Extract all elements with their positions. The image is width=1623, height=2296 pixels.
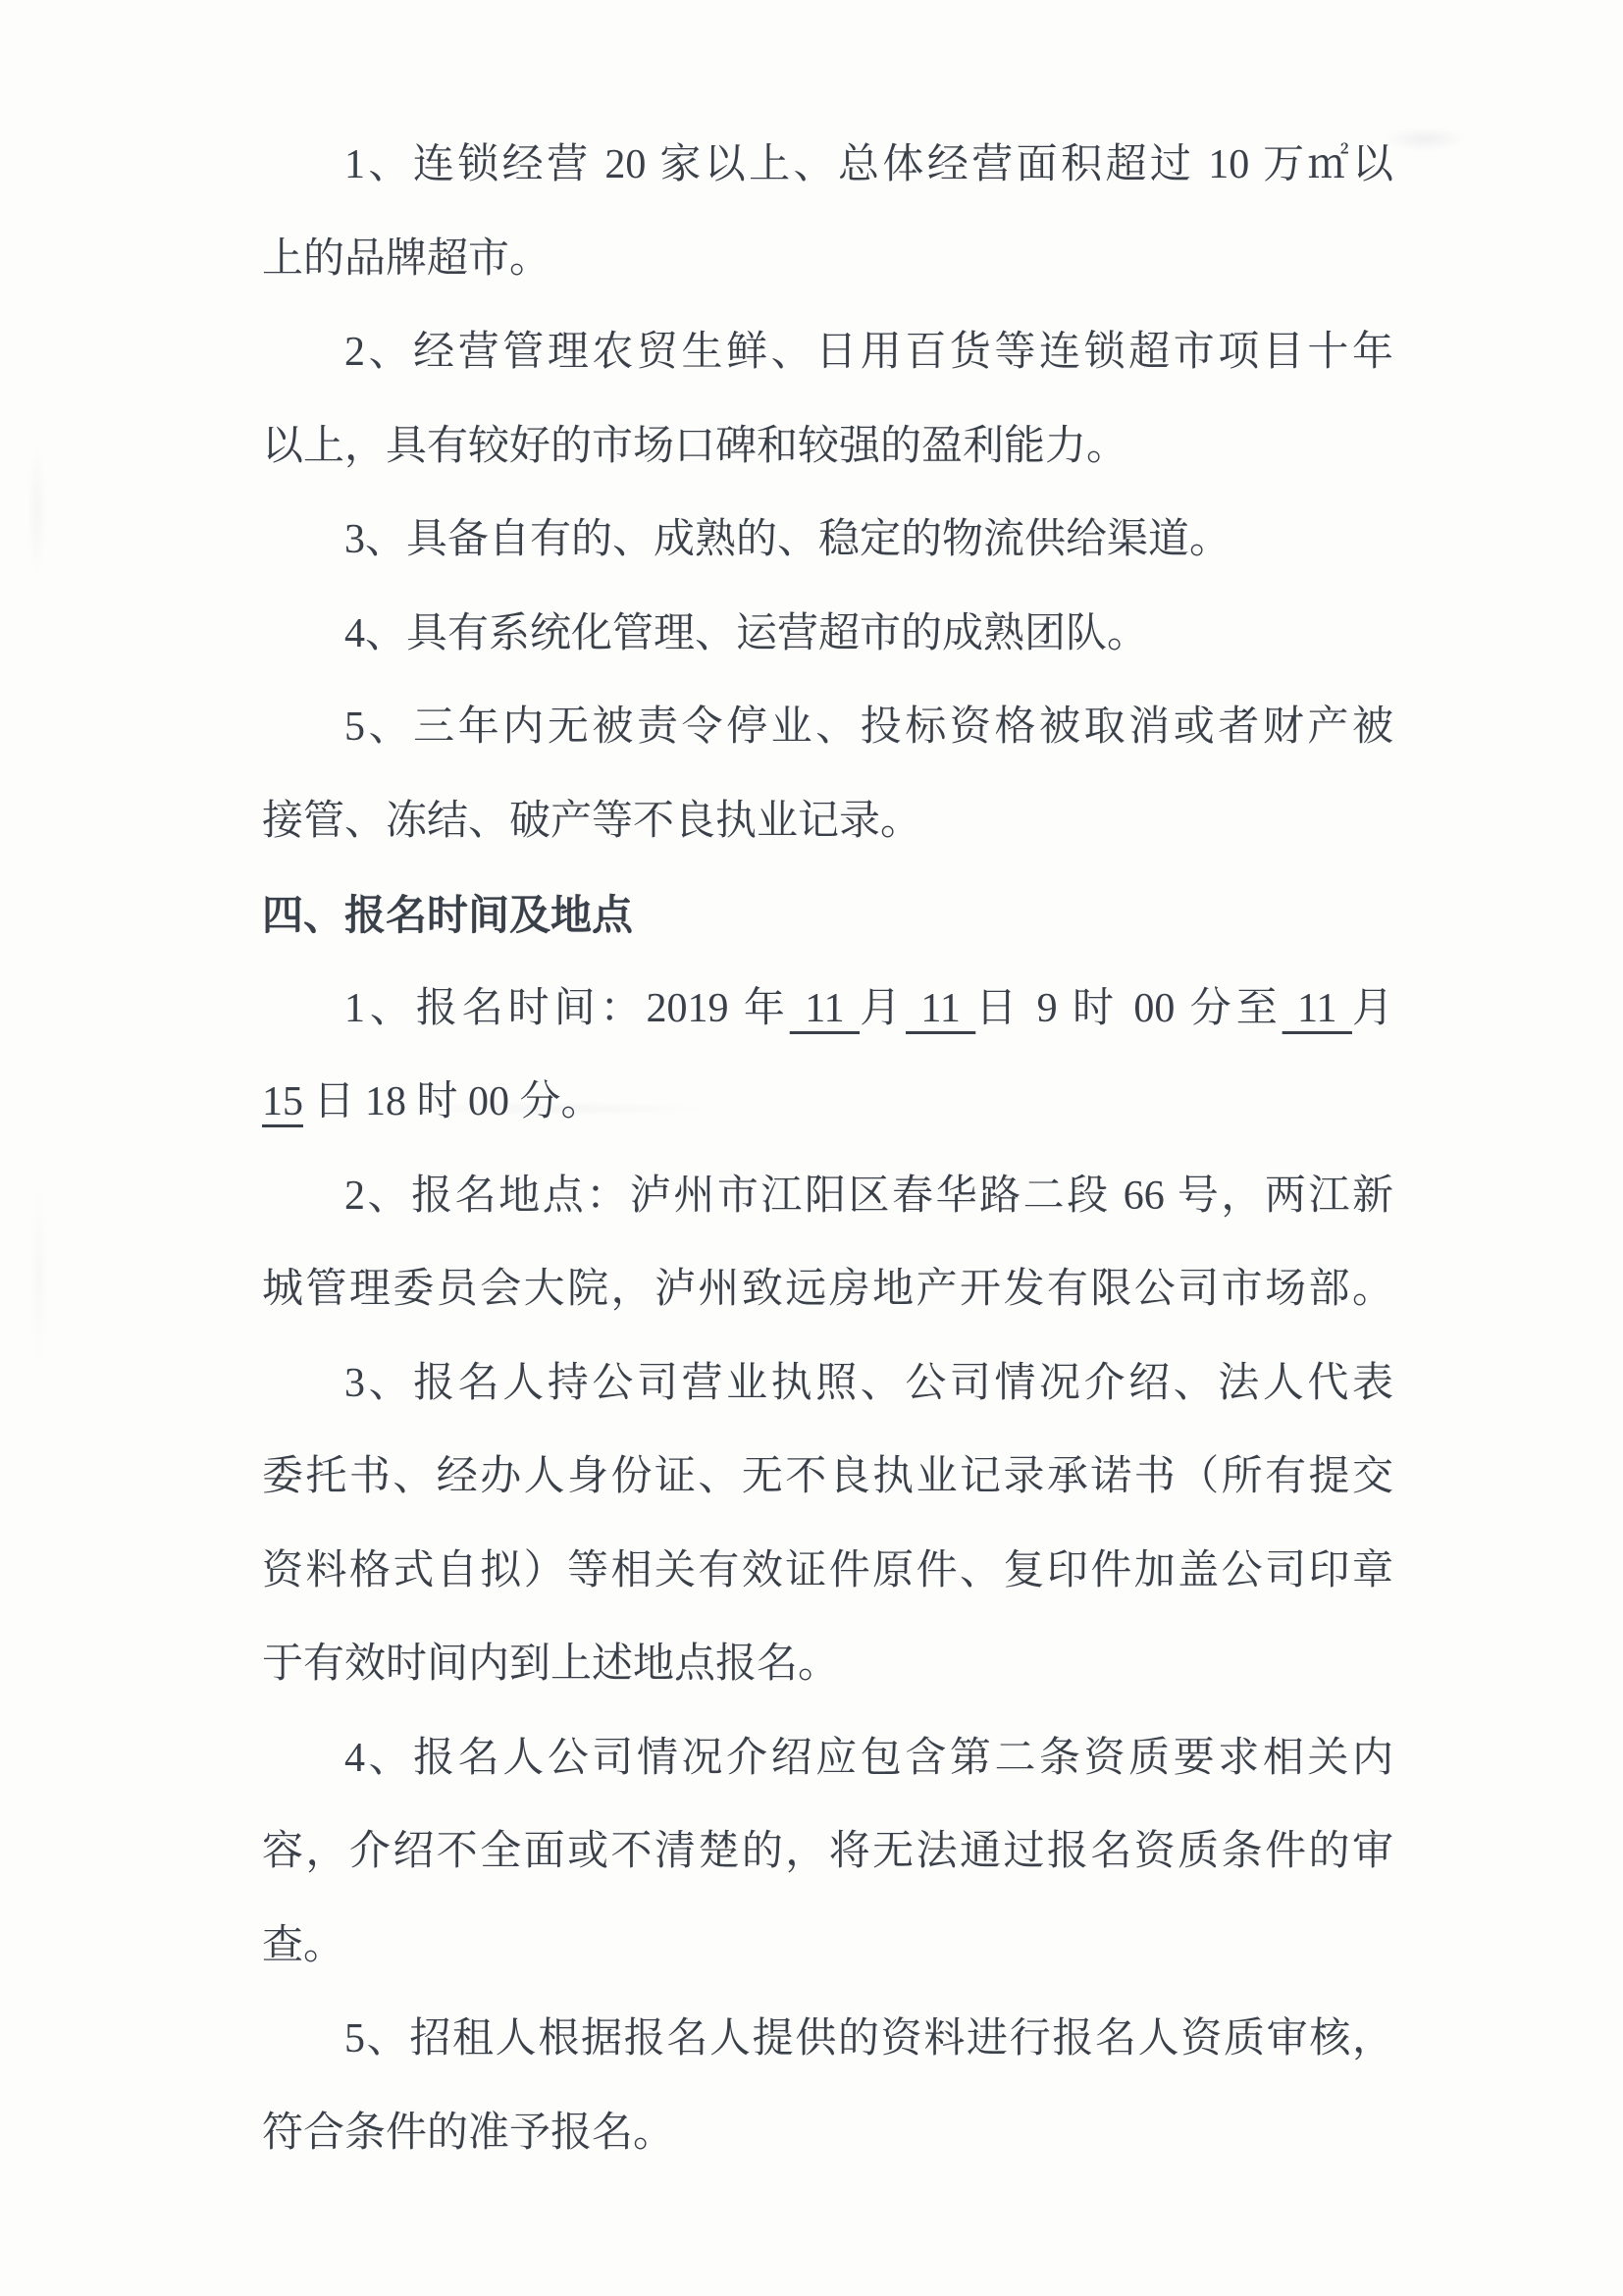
text-run: 5、招租人根据报名人提供的资料进行报名人资质审核， bbox=[344, 2016, 1393, 2061]
text-run: 月 bbox=[860, 985, 906, 1031]
text-run: 日 9 时 00 分至 bbox=[975, 985, 1283, 1031]
text-run: 上的品牌超市。 bbox=[262, 235, 551, 282]
text-run: 月 bbox=[1351, 985, 1393, 1031]
underlined-value: 15 bbox=[262, 1079, 303, 1124]
text-run: 容，介绍不全面或不清楚的，将无法通过报名资质条件的审 bbox=[262, 1829, 1393, 1874]
text-line bbox=[262, 1243, 1393, 1337]
text-line bbox=[262, 681, 1393, 775]
underlined-value: 11 bbox=[789, 985, 861, 1031]
text-run: 4、报名人公司情况介绍应包含第二条资质要求相关内 bbox=[344, 1735, 1393, 1781]
text-run: 2、报名地点：泸州市江阳区春华路二段 66 号，两江新 bbox=[344, 1173, 1393, 1219]
text-line bbox=[262, 1805, 1393, 1900]
text-run: 3、报名人持公司营业执照、公司情况介绍、法人代表 bbox=[344, 1360, 1393, 1406]
text-line bbox=[262, 1337, 1393, 1432]
text-run: 4、具有系统化管理、运营超市的成熟团队。 bbox=[344, 610, 1149, 656]
text-line bbox=[262, 1993, 1393, 2087]
text-run: 查。 bbox=[262, 1922, 345, 1968]
text-run: 城管理委员会大院，泸州致远房地产开发有限公司市场部。 bbox=[262, 1267, 1393, 1312]
text-run: 2、经营管理农贸生鲜、日用百货等连锁超市项目十年 bbox=[344, 330, 1393, 375]
text-line bbox=[262, 213, 1393, 307]
text-run: 以上，具有较好的市场口碑和较强的盈利能力。 bbox=[262, 423, 1128, 469]
document-body bbox=[262, 119, 1393, 2180]
text-line bbox=[262, 494, 1393, 588]
text-run: 委托书、经办人身份证、无不良执业记录承诺书（所有提交 bbox=[262, 1454, 1393, 1499]
text-line bbox=[262, 2087, 1393, 2181]
text-run: 1、报名时间：2019 年 bbox=[344, 985, 790, 1031]
text-line bbox=[262, 119, 1393, 213]
text-line bbox=[262, 1431, 1393, 1525]
text-line bbox=[262, 1900, 1393, 1994]
text-run: 四、报名时间及地点 bbox=[262, 892, 634, 938]
text-run: 于有效时间内到上述地点报名。 bbox=[262, 1642, 840, 1687]
text-line bbox=[262, 963, 1393, 1057]
text-run: 1、连锁经营 20 家以上、总体经营面积超过 10 万㎡以 bbox=[344, 142, 1393, 187]
text-line bbox=[262, 1618, 1393, 1712]
text-run: 资料格式自拟）等相关有效证件原件、复印件加盖公司印章 bbox=[262, 1547, 1393, 1593]
text-line bbox=[262, 588, 1393, 682]
text-run: 5、三年内无被责令停业、投标资格被取消或者财产被 bbox=[344, 704, 1393, 750]
text-run: 3、具备自有的、成熟的、稳定的物流供给渠道。 bbox=[344, 517, 1231, 562]
text-line bbox=[262, 775, 1393, 869]
text-line bbox=[262, 1056, 1393, 1150]
text-run: 符合条件的准予报名。 bbox=[262, 2110, 675, 2156]
text-line bbox=[262, 1525, 1393, 1619]
text-run: 接管、冻结、破产等不良执业记录。 bbox=[262, 798, 922, 844]
underlined-value: 11 bbox=[905, 985, 976, 1031]
section-heading bbox=[262, 868, 1393, 963]
underlined-value: 11 bbox=[1282, 985, 1352, 1031]
text-line bbox=[262, 1150, 1393, 1244]
text-line bbox=[262, 1712, 1393, 1806]
text-line bbox=[262, 400, 1393, 495]
text-line bbox=[262, 306, 1393, 400]
text-run: 日 18 时 00 分。 bbox=[303, 1079, 602, 1124]
